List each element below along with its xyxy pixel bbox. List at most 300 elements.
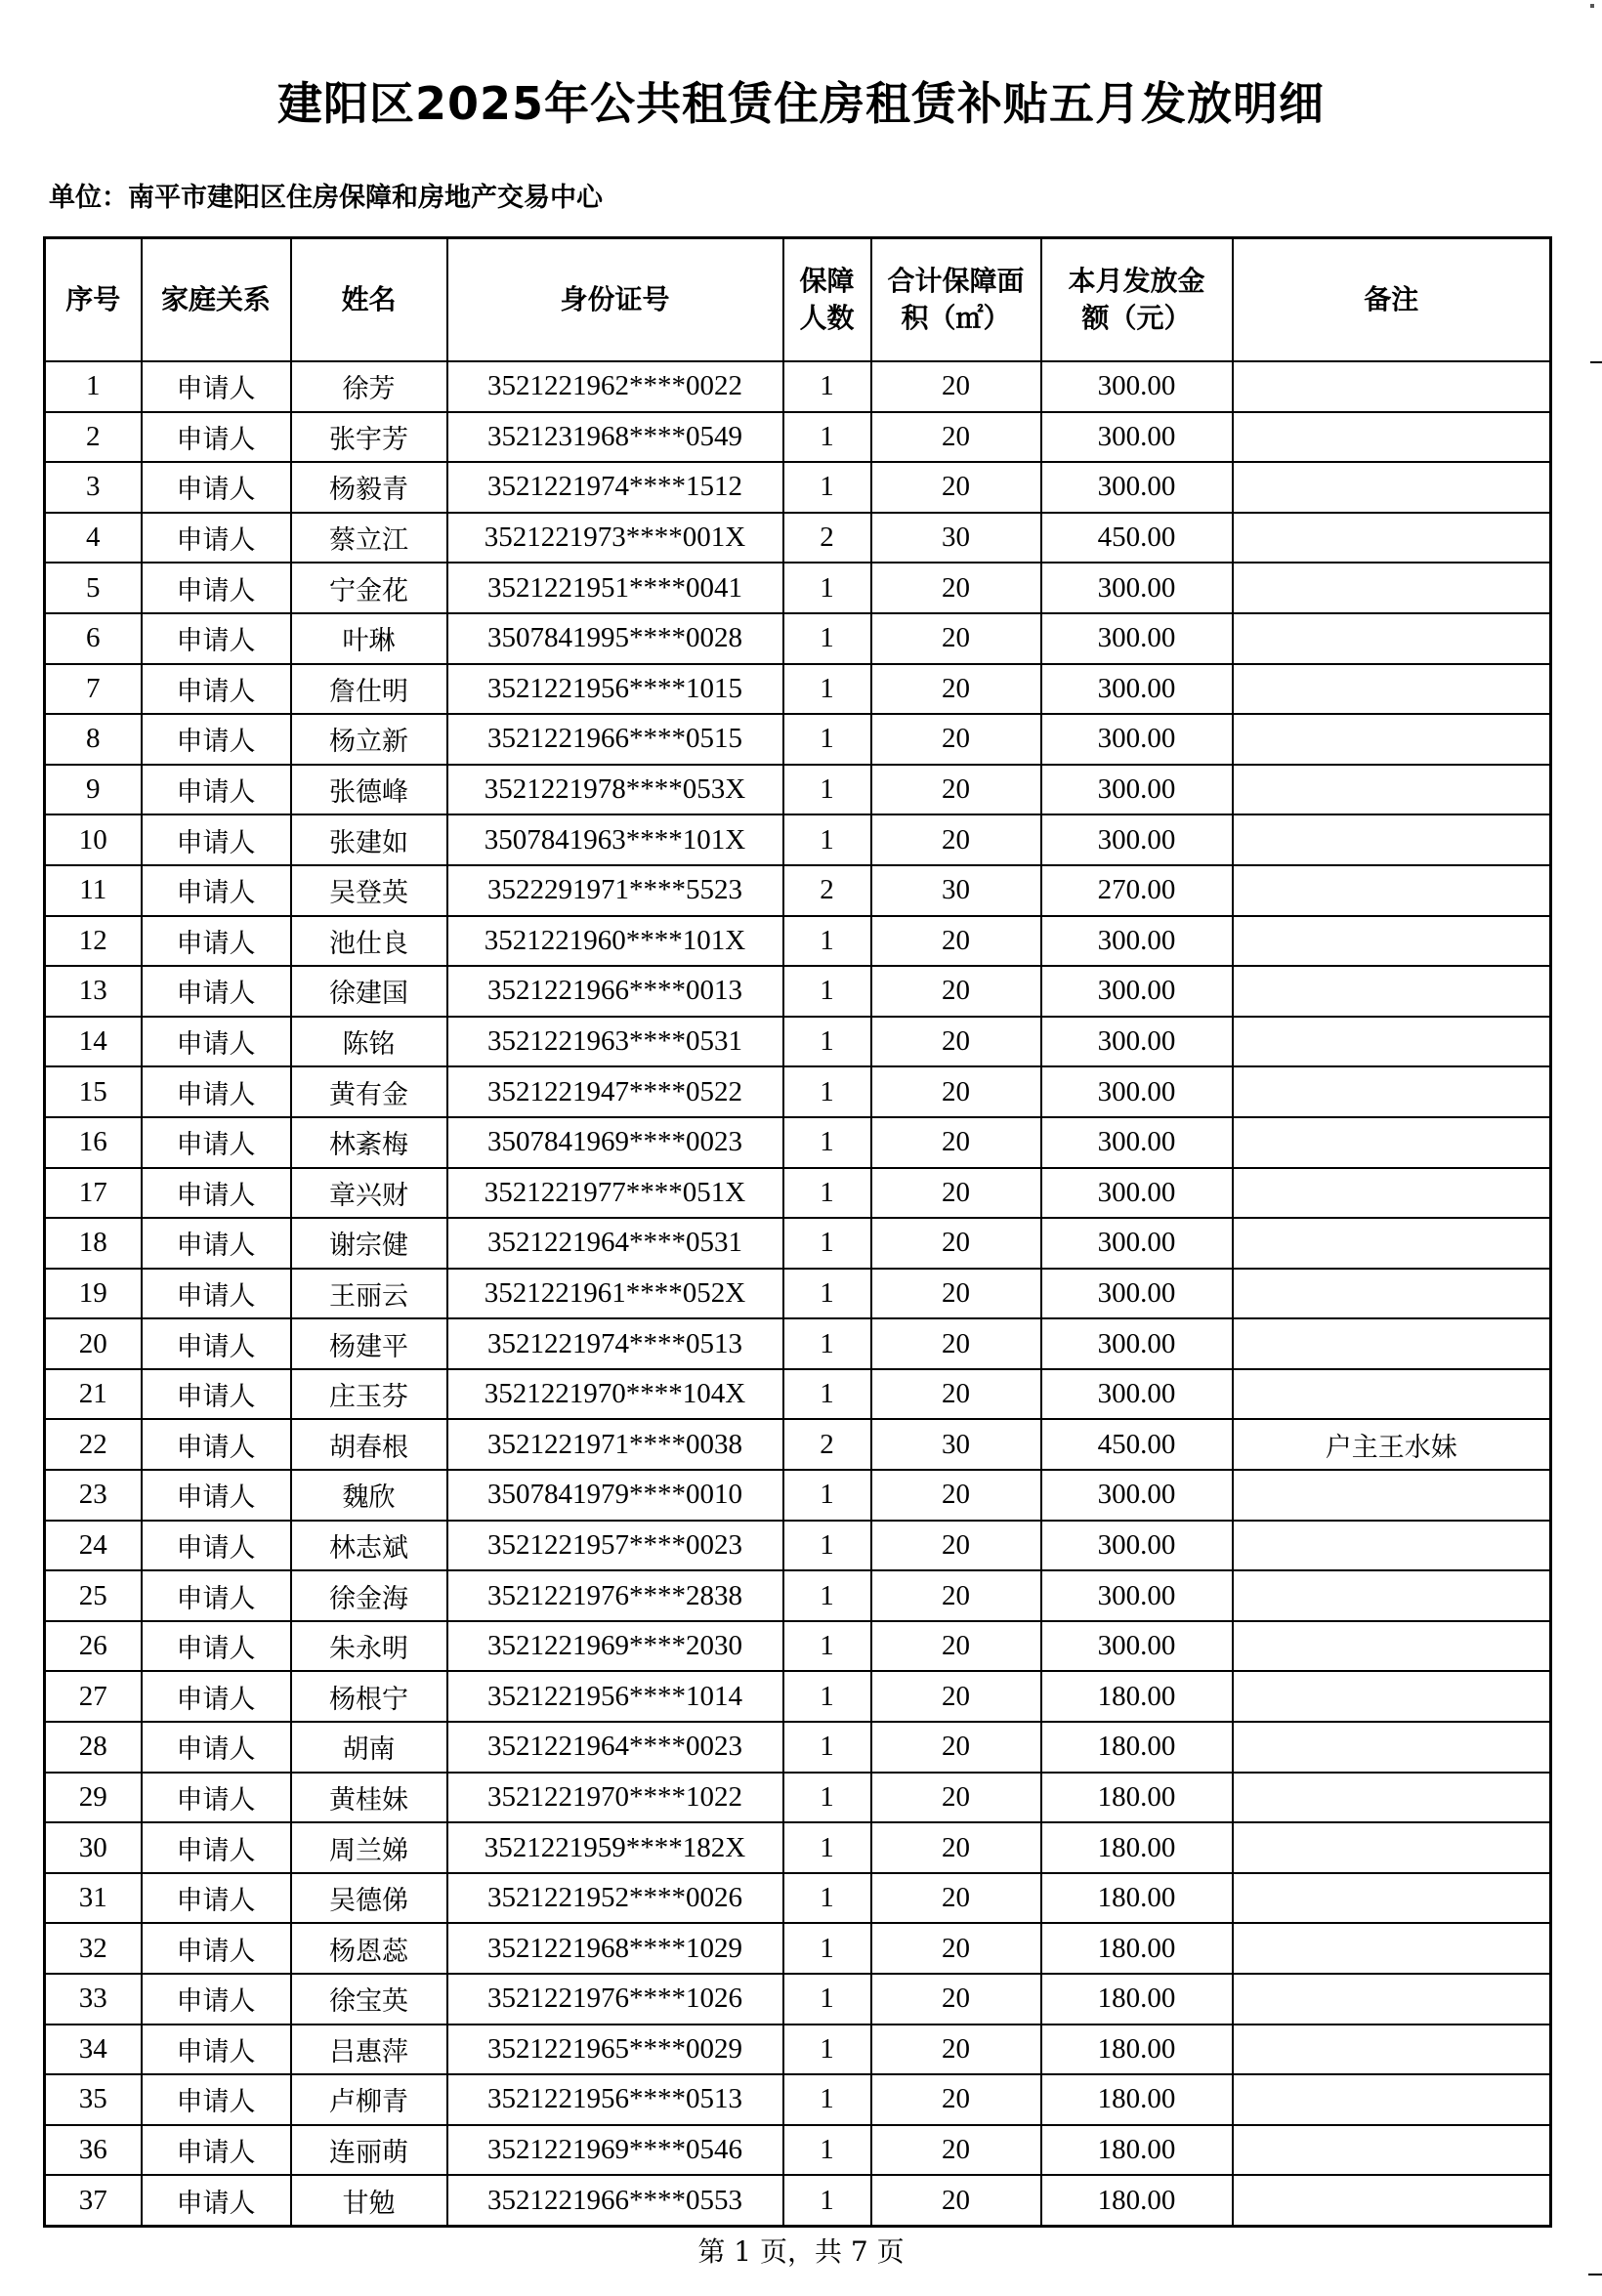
cell-area: 30: [871, 513, 1041, 564]
cell-id-number: 3521221961****052X: [447, 1269, 783, 1319]
cell-amount: 300.00: [1041, 1117, 1233, 1168]
cell-name: 宁金花: [291, 563, 447, 613]
table-body: [45, 361, 1551, 2226]
header-amount: 本月发放金额（元）: [1041, 238, 1233, 362]
cell-name: 吕惠萍: [291, 2025, 447, 2075]
cell-persons: 1: [783, 412, 871, 463]
cell-name: 徐芳: [291, 361, 447, 412]
cell-name: 庄玉芬: [291, 1369, 447, 1420]
header-area: 合计保障面积（㎡）: [871, 238, 1041, 362]
cell-amount: 300.00: [1041, 1621, 1233, 1672]
cell-amount: 300.00: [1041, 664, 1233, 715]
scan-edge-mark: [1590, 361, 1602, 363]
cell-area: 20: [871, 916, 1041, 967]
cell-name: 杨根宁: [291, 1671, 447, 1722]
cell-persons: 1: [783, 1017, 871, 1067]
cell-name: 朱永明: [291, 1621, 447, 1672]
cell-area: 20: [871, 1017, 1041, 1067]
cell-remark: [1233, 1117, 1551, 1168]
cell-seq: 32: [45, 1923, 142, 1974]
cell-id-number: 3521221970****104X: [447, 1369, 783, 1420]
cell-remark: [1233, 462, 1551, 513]
cell-persons: 1: [783, 1218, 871, 1269]
cell-name: 徐宝英: [291, 1974, 447, 2025]
cell-seq: 5: [45, 563, 142, 613]
cell-relation: 申请人: [142, 1218, 291, 1269]
cell-amount: 180.00: [1041, 1671, 1233, 1722]
cell-id-number: 3521221960****101X: [447, 916, 783, 967]
cell-remark: [1233, 1218, 1551, 1269]
cell-remark: [1233, 1722, 1551, 1773]
cell-id-number: 3521221956****1015: [447, 664, 783, 715]
cell-remark: [1233, 613, 1551, 664]
cell-amount: 300.00: [1041, 916, 1233, 967]
cell-persons: 1: [783, 2025, 871, 2075]
cell-relation: 申请人: [142, 563, 291, 613]
cell-remark: [1233, 2125, 1551, 2176]
cell-seq: 23: [45, 1470, 142, 1521]
table-row: [45, 2074, 1551, 2125]
cell-area: 20: [871, 1521, 1041, 1571]
table-row: [45, 1117, 1551, 1168]
table-row: [45, 1671, 1551, 1722]
cell-area: 20: [871, 2025, 1041, 2075]
table-row: [45, 1369, 1551, 1420]
table-row: [45, 1066, 1551, 1117]
cell-seq: 25: [45, 1570, 142, 1621]
cell-relation: 申请人: [142, 1671, 291, 1722]
cell-relation: 申请人: [142, 865, 291, 916]
cell-remark: [1233, 2175, 1551, 2226]
cell-area: 20: [871, 1269, 1041, 1319]
table-row: [45, 1168, 1551, 1219]
cell-remark: [1233, 814, 1551, 865]
cell-name: 叶琳: [291, 613, 447, 664]
cell-seq: 8: [45, 714, 142, 765]
cell-remark: [1233, 1369, 1551, 1420]
cell-area: 20: [871, 2125, 1041, 2176]
cell-remark: [1233, 1621, 1551, 1672]
cell-area: 20: [871, 1873, 1041, 1924]
cell-relation: 申请人: [142, 966, 291, 1017]
cell-relation: 申请人: [142, 2025, 291, 2075]
cell-remark: [1233, 563, 1551, 613]
cell-relation: 申请人: [142, 664, 291, 715]
cell-name: 黄有金: [291, 1066, 447, 1117]
cell-seq: 15: [45, 1066, 142, 1117]
table-row: [45, 1923, 1551, 1974]
cell-area: 20: [871, 563, 1041, 613]
cell-relation: 申请人: [142, 1923, 291, 1974]
cell-id-number: 3521221959****182X: [447, 1822, 783, 1873]
cell-relation: 申请人: [142, 2125, 291, 2176]
cell-relation: 申请人: [142, 916, 291, 967]
cell-relation: 申请人: [142, 1873, 291, 1924]
cell-id-number: 3521221970****1022: [447, 1773, 783, 1823]
cell-remark: [1233, 1570, 1551, 1621]
table-header: [45, 238, 1551, 362]
scan-edge-mark-bottom: [1588, 2274, 1602, 2275]
cell-name: 魏欣: [291, 1470, 447, 1521]
cell-id-number: 3521221976****1026: [447, 1974, 783, 2025]
cell-id-number: 3521221963****0531: [447, 1017, 783, 1067]
page-footer: 第 1 页，共 7 页: [697, 2235, 905, 2268]
cell-amount: 300.00: [1041, 1470, 1233, 1521]
cell-seq: 29: [45, 1773, 142, 1823]
unit-line: 单位：南平市建阳区住房保障和房地产交易中心: [49, 183, 603, 213]
cell-name: 杨恩蕊: [291, 1923, 447, 1974]
cell-relation: 申请人: [142, 1974, 291, 2025]
cell-seq: 22: [45, 1419, 142, 1470]
cell-area: 20: [871, 1671, 1041, 1722]
cell-area: 20: [871, 2175, 1041, 2226]
cell-id-number: 3521221966****0515: [447, 714, 783, 765]
cell-seq: 9: [45, 765, 142, 815]
cell-persons: 1: [783, 613, 871, 664]
cell-seq: 35: [45, 2074, 142, 2125]
cell-seq: 4: [45, 513, 142, 564]
cell-persons: 1: [783, 1269, 871, 1319]
cell-seq: 14: [45, 1017, 142, 1067]
cell-remark: [1233, 1822, 1551, 1873]
cell-name: 徐建国: [291, 966, 447, 1017]
header-row: [45, 238, 1551, 362]
cell-persons: 1: [783, 664, 871, 715]
header-id-number: 身份证号: [447, 238, 783, 362]
cell-remark: [1233, 513, 1551, 564]
cell-name: 张建如: [291, 814, 447, 865]
cell-amount: 450.00: [1041, 513, 1233, 564]
cell-relation: 申请人: [142, 1570, 291, 1621]
cell-id-number: 3521221964****0023: [447, 1722, 783, 1773]
cell-area: 20: [871, 765, 1041, 815]
cell-amount: 180.00: [1041, 2125, 1233, 2176]
cell-persons: 1: [783, 563, 871, 613]
table-row: [45, 2175, 1551, 2226]
cell-seq: 31: [45, 1873, 142, 1924]
cell-id-number: 3521221976****2838: [447, 1570, 783, 1621]
cell-persons: 1: [783, 966, 871, 1017]
cell-seq: 1: [45, 361, 142, 412]
cell-remark: [1233, 2025, 1551, 2075]
cell-persons: 1: [783, 1066, 871, 1117]
table-row: [45, 664, 1551, 715]
cell-remark: [1233, 1671, 1551, 1722]
cell-remark: [1233, 2074, 1551, 2125]
table-row: [45, 412, 1551, 463]
cell-amount: 300.00: [1041, 613, 1233, 664]
cell-area: 20: [871, 1923, 1041, 1974]
cell-area: 20: [871, 1822, 1041, 1873]
cell-id-number: 3521221956****1014: [447, 1671, 783, 1722]
table-row: [45, 814, 1551, 865]
cell-persons: 1: [783, 1974, 871, 2025]
cell-relation: 申请人: [142, 1419, 291, 1470]
cell-persons: 1: [783, 1470, 871, 1521]
cell-seq: 12: [45, 916, 142, 967]
cell-remark: [1233, 1470, 1551, 1521]
cell-id-number: 3521221973****001X: [447, 513, 783, 564]
cell-remark: [1233, 865, 1551, 916]
cell-amount: 300.00: [1041, 765, 1233, 815]
cell-persons: 1: [783, 814, 871, 865]
cell-relation: 申请人: [142, 513, 291, 564]
cell-id-number: 3521221974****0513: [447, 1318, 783, 1369]
cell-id-number: 3521221977****051X: [447, 1168, 783, 1219]
cell-relation: 申请人: [142, 1318, 291, 1369]
cell-area: 20: [871, 1470, 1041, 1521]
cell-amount: 300.00: [1041, 1369, 1233, 1420]
cell-relation: 申请人: [142, 1168, 291, 1219]
cell-id-number: 3521221969****2030: [447, 1621, 783, 1672]
cell-persons: 1: [783, 462, 871, 513]
cell-persons: 1: [783, 1168, 871, 1219]
cell-name: 杨立新: [291, 714, 447, 765]
cell-seq: 24: [45, 1521, 142, 1571]
cell-name: 胡南: [291, 1722, 447, 1773]
cell-amount: 180.00: [1041, 2074, 1233, 2125]
table-row: [45, 613, 1551, 664]
cell-remark: [1233, 966, 1551, 1017]
cell-seq: 2: [45, 412, 142, 463]
cell-seq: 20: [45, 1318, 142, 1369]
cell-persons: 1: [783, 916, 871, 967]
cell-amount: 300.00: [1041, 1218, 1233, 1269]
cell-name: 池仕良: [291, 916, 447, 967]
header-name: 姓名: [291, 238, 447, 362]
cell-persons: 1: [783, 2074, 871, 2125]
cell-area: 30: [871, 865, 1041, 916]
cell-persons: 1: [783, 1773, 871, 1823]
cell-id-number: 3521221962****0022: [447, 361, 783, 412]
cell-remark: [1233, 1168, 1551, 1219]
cell-persons: 1: [783, 1369, 871, 1420]
cell-name: 连丽萌: [291, 2125, 447, 2176]
cell-relation: 申请人: [142, 814, 291, 865]
table-row: [45, 1470, 1551, 1521]
header-seq: 序号: [45, 238, 142, 362]
table-row: [45, 1419, 1551, 1470]
cell-persons: 1: [783, 1873, 871, 1924]
cell-area: 20: [871, 664, 1041, 715]
cell-amount: 300.00: [1041, 1066, 1233, 1117]
cell-relation: 申请人: [142, 361, 291, 412]
table-row: [45, 765, 1551, 815]
cell-persons: 2: [783, 513, 871, 564]
cell-name: 谢宗健: [291, 1218, 447, 1269]
cell-remark: [1233, 1269, 1551, 1319]
cell-area: 20: [871, 1168, 1041, 1219]
cell-relation: 申请人: [142, 613, 291, 664]
cell-area: 20: [871, 814, 1041, 865]
cell-name: 周兰娣: [291, 1822, 447, 1873]
cell-relation: 申请人: [142, 2175, 291, 2226]
document-title: 建阳区2025年公共租赁住房租赁补贴五月发放明细: [276, 77, 1326, 130]
cell-persons: 2: [783, 865, 871, 916]
cell-id-number: 3521221956****0513: [447, 2074, 783, 2125]
cell-id-number: 3507841963****101X: [447, 814, 783, 865]
cell-persons: 1: [783, 765, 871, 815]
cell-relation: 申请人: [142, 1722, 291, 1773]
cell-area: 20: [871, 1066, 1041, 1117]
cell-name: 蔡立江: [291, 513, 447, 564]
cell-amount: 180.00: [1041, 1923, 1233, 1974]
cell-relation: 申请人: [142, 1773, 291, 1823]
cell-relation: 申请人: [142, 462, 291, 513]
table-row: [45, 1822, 1551, 1873]
cell-name: 杨毅青: [291, 462, 447, 513]
cell-name: 吴德俤: [291, 1873, 447, 1924]
cell-area: 20: [871, 361, 1041, 412]
cell-persons: 2: [783, 1419, 871, 1470]
cell-seq: 7: [45, 664, 142, 715]
cell-amount: 300.00: [1041, 1318, 1233, 1369]
cell-seq: 28: [45, 1722, 142, 1773]
cell-persons: 1: [783, 1521, 871, 1571]
cell-remark: [1233, 1066, 1551, 1117]
cell-amount: 450.00: [1041, 1419, 1233, 1470]
cell-area: 20: [871, 966, 1041, 1017]
cell-amount: 300.00: [1041, 361, 1233, 412]
cell-remark: [1233, 916, 1551, 967]
header-persons: 保障人数: [783, 238, 871, 362]
table-row: [45, 462, 1551, 513]
cell-area: 20: [871, 2074, 1041, 2125]
cell-persons: 1: [783, 1923, 871, 1974]
cell-name: 王丽云: [291, 1269, 447, 1319]
table-row: [45, 1218, 1551, 1269]
cell-amount: 300.00: [1041, 462, 1233, 513]
cell-id-number: 3521221974****1512: [447, 462, 783, 513]
cell-persons: 1: [783, 1621, 871, 1672]
cell-name: 詹仕明: [291, 664, 447, 715]
cell-relation: 申请人: [142, 412, 291, 463]
cell-remark: [1233, 714, 1551, 765]
table-row: [45, 2025, 1551, 2075]
cell-seq: 36: [45, 2125, 142, 2176]
cell-remark: [1233, 361, 1551, 412]
cell-amount: 180.00: [1041, 1873, 1233, 1924]
cell-remark: 户主王水妹: [1233, 1419, 1551, 1470]
scan-speck: [1590, 4, 1594, 8]
cell-persons: 1: [783, 1822, 871, 1873]
cell-remark: [1233, 1923, 1551, 1974]
cell-relation: 申请人: [142, 1470, 291, 1521]
cell-id-number: 3521221966****0553: [447, 2175, 783, 2226]
cell-seq: 6: [45, 613, 142, 664]
table-row: [45, 1017, 1551, 1067]
cell-name: 卢柳青: [291, 2074, 447, 2125]
cell-area: 20: [871, 1218, 1041, 1269]
table-row: [45, 865, 1551, 916]
table-row: [45, 1722, 1551, 1773]
cell-id-number: 3521221951****0041: [447, 563, 783, 613]
cell-amount: 300.00: [1041, 1570, 1233, 1621]
cell-area: 20: [871, 1974, 1041, 2025]
cell-id-number: 3521221957****0023: [447, 1521, 783, 1571]
cell-area: 20: [871, 714, 1041, 765]
cell-relation: 申请人: [142, 1066, 291, 1117]
cell-amount: 300.00: [1041, 814, 1233, 865]
cell-remark: [1233, 1873, 1551, 1924]
cell-name: 章兴财: [291, 1168, 447, 1219]
cell-amount: 180.00: [1041, 2025, 1233, 2075]
table-row: [45, 916, 1551, 967]
cell-area: 20: [871, 1722, 1041, 1773]
table-row: [45, 1269, 1551, 1319]
cell-amount: 300.00: [1041, 966, 1233, 1017]
cell-seq: 10: [45, 814, 142, 865]
cell-amount: 180.00: [1041, 2175, 1233, 2226]
table-row: [45, 966, 1551, 1017]
cell-id-number: 3521221965****0029: [447, 2025, 783, 2075]
cell-persons: 1: [783, 2125, 871, 2176]
cell-amount: 300.00: [1041, 1168, 1233, 1219]
cell-name: 甘勉: [291, 2175, 447, 2226]
table-row: [45, 563, 1551, 613]
cell-persons: 1: [783, 1318, 871, 1369]
header-remark: 备注: [1233, 238, 1551, 362]
cell-area: 20: [871, 412, 1041, 463]
cell-remark: [1233, 1773, 1551, 1823]
cell-id-number: 3521221966****0013: [447, 966, 783, 1017]
header-relation: 家庭关系: [142, 238, 291, 362]
cell-id-number: 3522291971****5523: [447, 865, 783, 916]
table-row: [45, 2125, 1551, 2176]
cell-id-number: 3507841995****0028: [447, 613, 783, 664]
cell-area: 20: [871, 1621, 1041, 1672]
cell-amount: 300.00: [1041, 1017, 1233, 1067]
cell-seq: 21: [45, 1369, 142, 1420]
cell-relation: 申请人: [142, 1822, 291, 1873]
cell-area: 30: [871, 1419, 1041, 1470]
cell-seq: 33: [45, 1974, 142, 2025]
cell-name: 徐金海: [291, 1570, 447, 1621]
cell-id-number: 3521221952****0026: [447, 1873, 783, 1924]
table-row: [45, 1773, 1551, 1823]
cell-seq: 19: [45, 1269, 142, 1319]
cell-id-number: 3521221969****0546: [447, 2125, 783, 2176]
cell-seq: 13: [45, 966, 142, 1017]
cell-seq: 17: [45, 1168, 142, 1219]
cell-area: 20: [871, 613, 1041, 664]
cell-amount: 180.00: [1041, 1773, 1233, 1823]
table-row: [45, 1873, 1551, 1924]
cell-name: 杨建平: [291, 1318, 447, 1369]
cell-amount: 300.00: [1041, 563, 1233, 613]
cell-seq: 34: [45, 2025, 142, 2075]
cell-seq: 27: [45, 1671, 142, 1722]
cell-seq: 37: [45, 2175, 142, 2226]
cell-id-number: 3521231968****0549: [447, 412, 783, 463]
cell-remark: [1233, 1017, 1551, 1067]
cell-amount: 300.00: [1041, 714, 1233, 765]
cell-relation: 申请人: [142, 2074, 291, 2125]
cell-id-number: 3521221964****0531: [447, 1218, 783, 1269]
subsidy-table: [43, 236, 1552, 2228]
table-row: [45, 1621, 1551, 1672]
table-row: [45, 1570, 1551, 1621]
cell-amount: 300.00: [1041, 412, 1233, 463]
cell-relation: 申请人: [142, 1269, 291, 1319]
cell-remark: [1233, 1318, 1551, 1369]
cell-name: 陈铭: [291, 1017, 447, 1067]
cell-seq: 18: [45, 1218, 142, 1269]
cell-name: 黄桂妹: [291, 1773, 447, 1823]
cell-persons: 1: [783, 1570, 871, 1621]
table-row: [45, 714, 1551, 765]
cell-name: 林紊梅: [291, 1117, 447, 1168]
